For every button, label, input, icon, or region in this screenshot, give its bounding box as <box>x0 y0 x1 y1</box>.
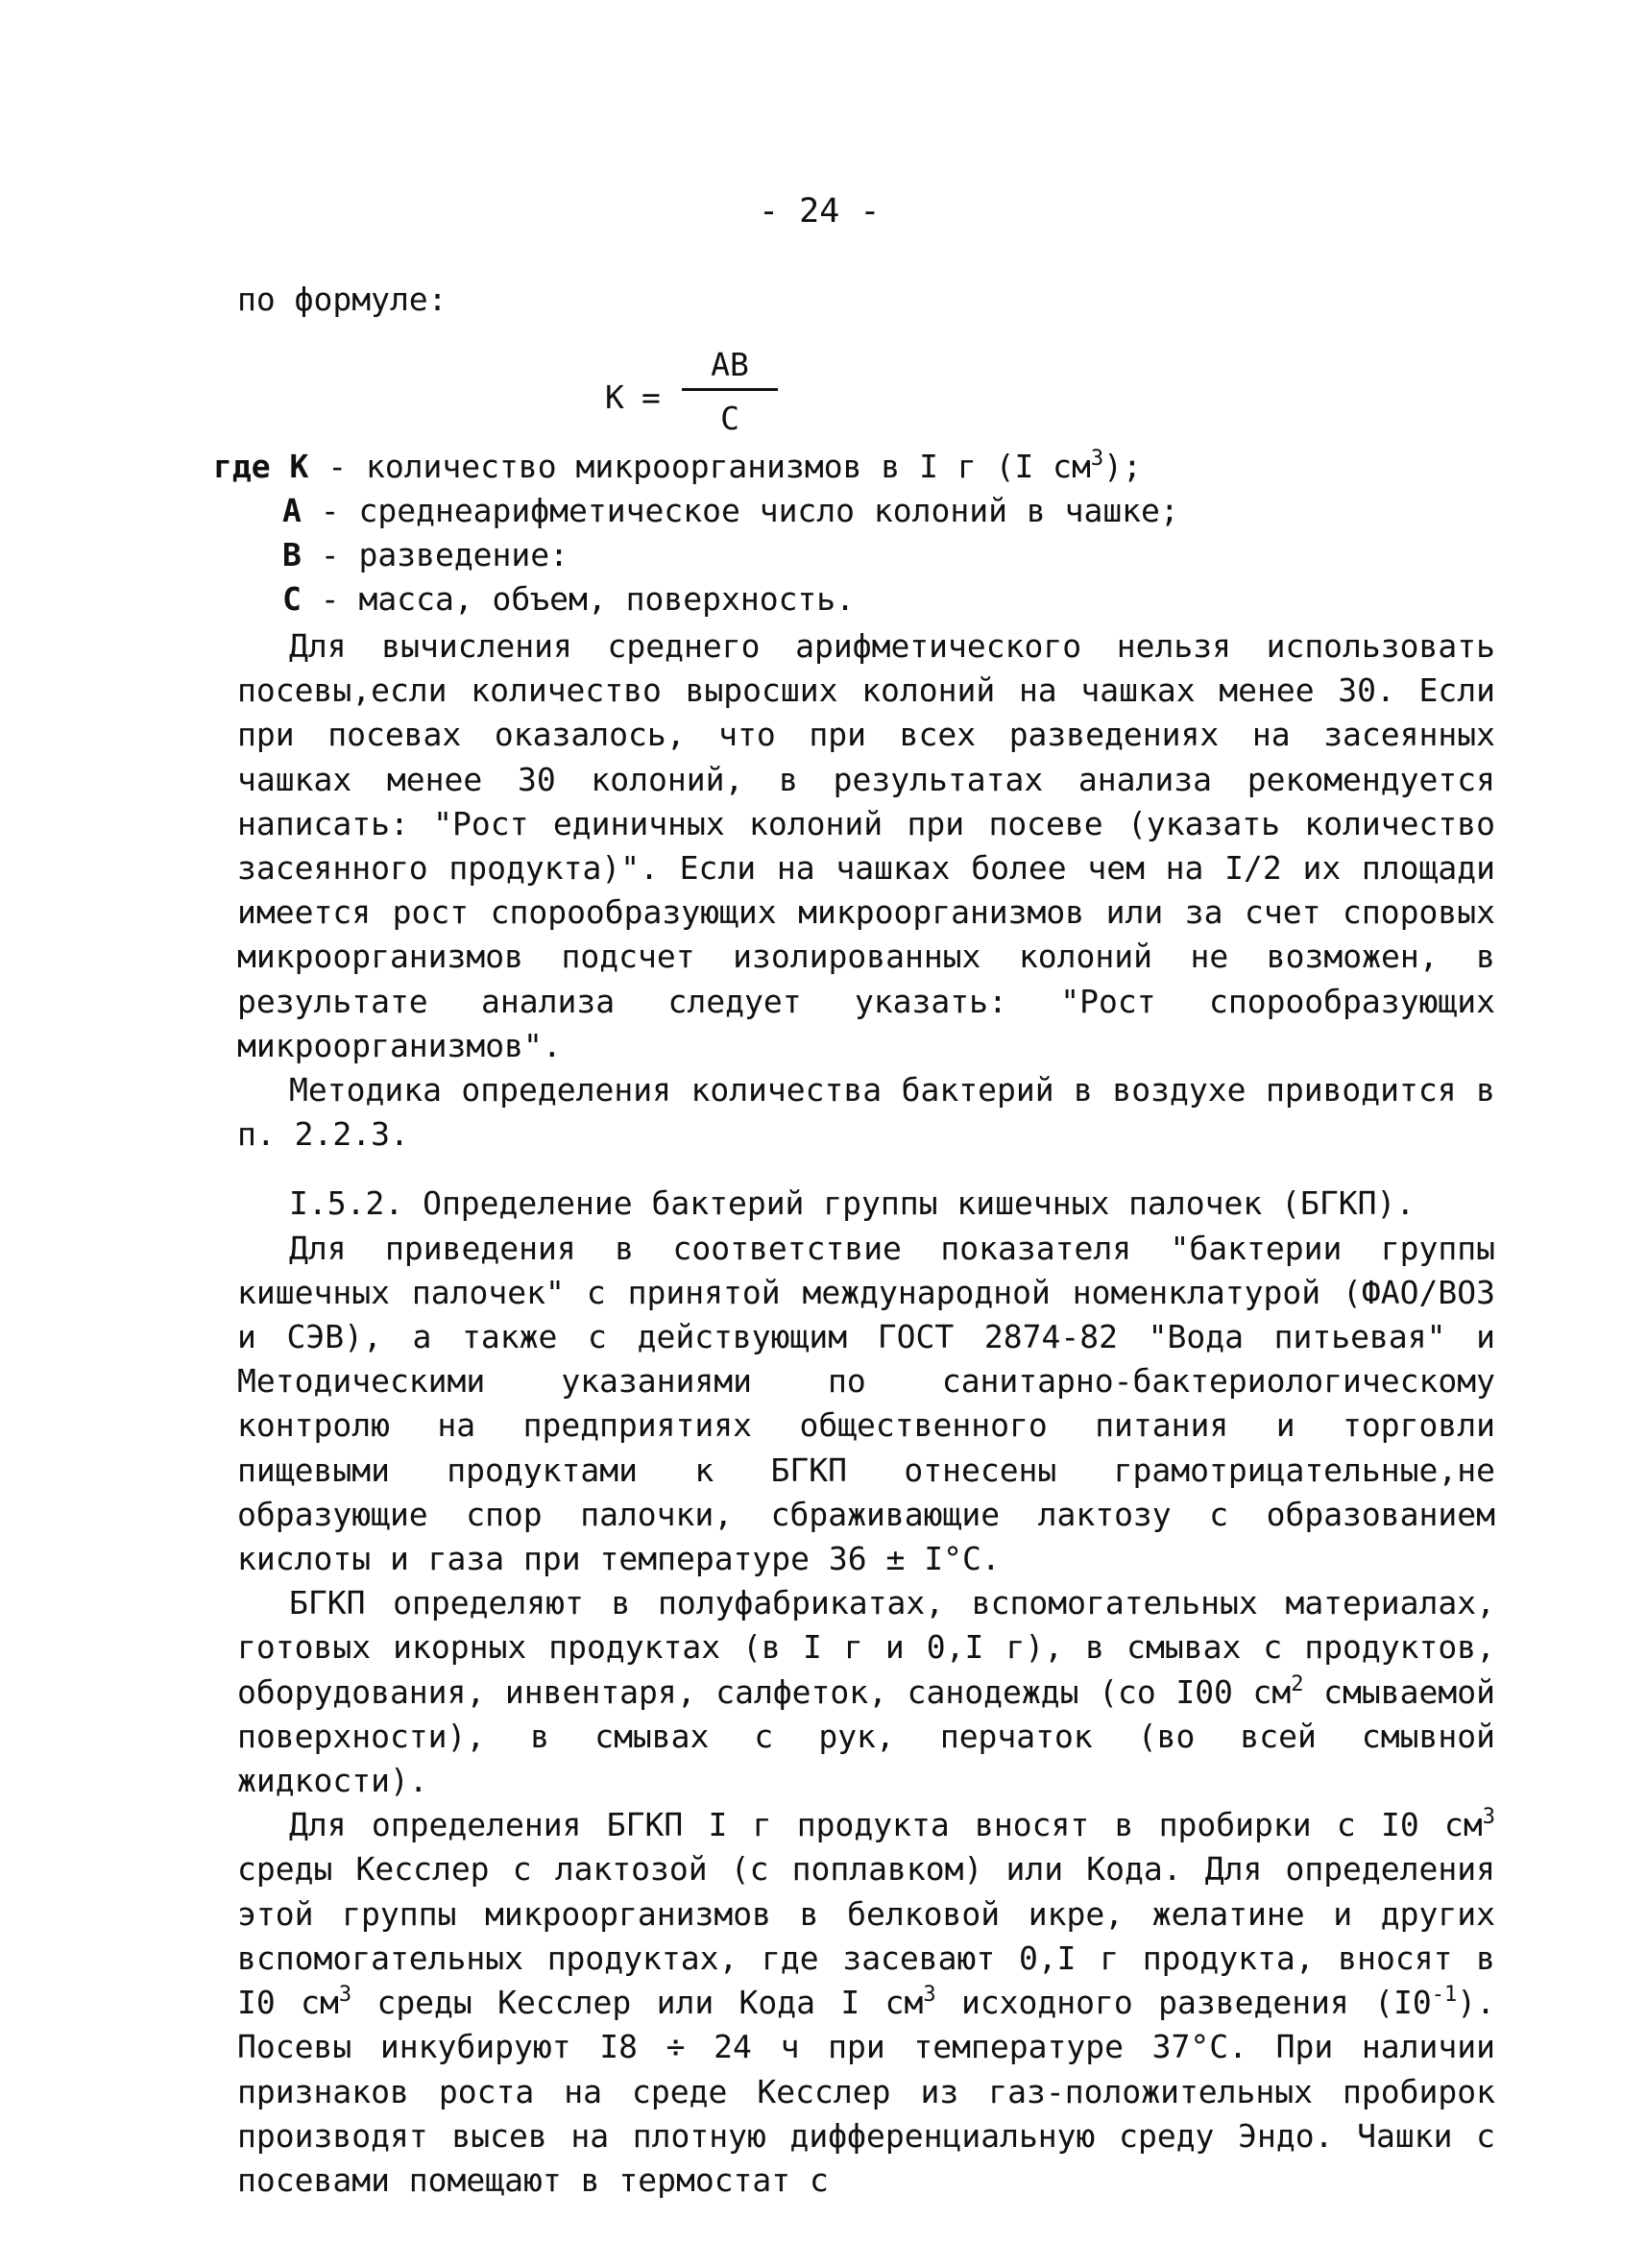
paragraph-mean-calculation: Для вычисления среднего арифметического нельзя использовать посевы,если количество выросших колоний на чашках менее 30. Если при посевах оказалось, что при всех разведениях на засеянных чашках менее 30 колоний, в результатах анализа рекомендуется написать: "Рост единичных колоний при посеве (указать количество засеянного продукта)". Если на чашках более чем на I/2 их площади имеется рост спорообразующих микроорганизмов или за счет споровых микроорганизмов подсчет изолированных колоний не возможен, в результате анализа следует указать: "Рост спорообразующих микроорганизмов". <box>237 627 1495 1064</box>
legend-text: - разведение: <box>301 536 569 573</box>
legend-symbol: А <box>282 492 302 529</box>
formula-intro: по формуле: <box>237 280 448 318</box>
legend-item <box>213 536 1462 580</box>
legend-symbol: С <box>282 580 302 618</box>
legend-item <box>213 580 1462 624</box>
text-run: среды Кесслер или Кода I см <box>351 1984 924 2022</box>
paragraph-air-method: Методика определения количества бактерий в воздухе приводится в п. 2.2.3. <box>237 1071 1495 1154</box>
legend-item <box>213 448 1462 492</box>
formula-denominator: С <box>720 400 739 437</box>
fraction-bar <box>682 388 778 391</box>
superscript: -1 <box>1431 1982 1458 2007</box>
text-run: ). Посевы инкубируют I8 ÷ 24 ч при температуре 37°С. При наличии признаков роста на среде Кесслер из газ-положительных пробирок производят высев на плотную дифференциальную среду Эндо. Чашки с посевами помещают в термостат с <box>237 1984 1496 2199</box>
legend-text: - количество микроорганизмов в I г (I см <box>308 448 1091 485</box>
page-number: - 24 - <box>759 192 881 231</box>
legend-tail: ); <box>1103 448 1142 485</box>
formula-legend <box>213 448 1462 624</box>
superscript: 2 <box>1291 1671 1304 1696</box>
legend-text: - среднеарифметическое число колоний в чашке; <box>301 492 1179 529</box>
paragraph-bgkp-definition: Для приведения в соответствие показателя "бактерии группы кишечных палочек" с принятой международной номенклатурой (ФАО/ВОЗ и СЭВ), а также с действующим ГОСТ 2874-82 "Вода питьевая" и Методическими указаниями по санитарно-бактериологическому контролю на предприятиях общественного питания и торговли пищевыми продуктами к БГКП отнесены грамотрицательные,не образующие спор палочки, сбраживающие лактозу с образованием кислоты и газа при температуре 36 ± I°С. <box>237 1229 1495 1578</box>
text-run: БГКП определяют в полуфабрикатах, вспомогательных материалах, готовых икорных продуктах (в I г и 0,I г), в смывах с продуктов, оборудования, инвентаря, салфеток, санодежды (со I00 см <box>237 1584 1495 1711</box>
superscript: 3 <box>923 1982 936 2007</box>
legend-symbol: В <box>282 536 302 573</box>
formula-equals: = <box>641 378 661 416</box>
body-text <box>237 624 1495 2203</box>
superscript: 3 <box>338 1982 352 2007</box>
text-run: среды Кесслер с лактозой (с поплавком) или Кода. Для определения этой группы микроорганизмов в белковой икре, желатине и других вспомогательных продуктах, где засевают 0,I г продукта, вносят в I0 см <box>237 1850 1495 2022</box>
legend-symbol: где К <box>213 448 309 485</box>
legend-superscript: 3 <box>1090 446 1104 471</box>
paragraph-bgkp-procedure <box>237 1803 1495 2203</box>
legend-text: - масса, объем, поверхность. <box>301 580 856 618</box>
superscript: 3 <box>1482 1805 1495 1830</box>
legend-item <box>213 492 1462 536</box>
formula-numerator: АВ <box>711 346 749 383</box>
text-run: смываемой поверхности), в смывах с рук, перчаток (во всей смывной жидкости). <box>237 1672 1495 1800</box>
paragraph-bgkp-sampling <box>237 1581 1495 1803</box>
text-run: Для определения БГКП I г продукта вносят в пробирки с I0 см <box>289 1806 1483 1844</box>
text-run: исходного разведения (I0 <box>935 1984 1432 2022</box>
formula-lhs: К <box>605 378 624 416</box>
formula <box>605 346 816 451</box>
section-heading-1-5-2: I.5.2. Определение бактерий группы кишечных палочек (БГКП). <box>289 1184 1416 1223</box>
